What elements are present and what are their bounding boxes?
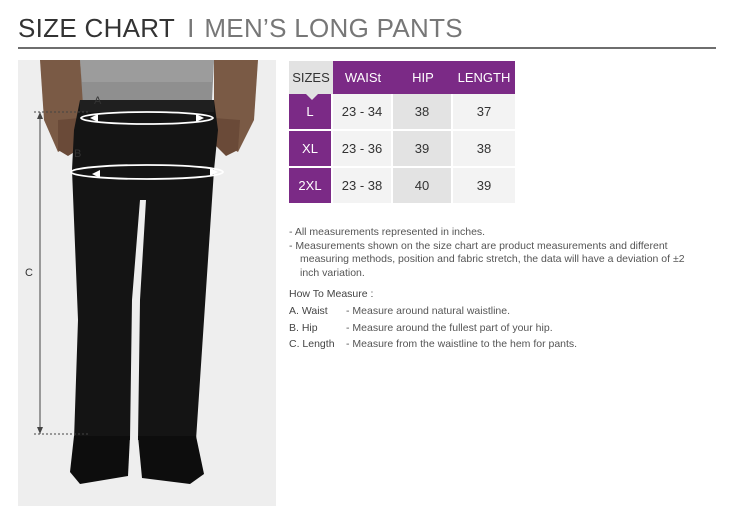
left-shoe-shape (70, 436, 130, 484)
pants-photo (18, 60, 276, 506)
waist-cell: 23 - 34 (333, 94, 393, 131)
page-title: SIZE CHART (18, 13, 176, 43)
waist-cell: 23 - 38 (333, 168, 393, 205)
header-length: LENGTH (453, 61, 515, 94)
note-item: - Measurements shown on the size chart are product measurements and different measuring methods, position and fabric stretch, the data will have a deviation of ±2 inch variation. (289, 239, 685, 279)
note-item: - All measurements represented in inches. (289, 226, 486, 238)
hip-cell: 38 (393, 94, 453, 131)
how-to-desc: - Measure around natural waistline. (346, 305, 511, 317)
size-cell: L (289, 94, 333, 131)
title-separator: I (187, 13, 195, 43)
size-table (289, 61, 515, 205)
table-row (289, 168, 515, 205)
right-shoe-shape (138, 436, 204, 484)
how-to-key: C. Length (289, 338, 335, 350)
hip-cell: 40 (393, 168, 453, 205)
how-to-desc: - Measure from the waistline to the hem for pants. (346, 338, 578, 350)
label-c: C (25, 267, 33, 279)
page-header (18, 10, 716, 49)
how-to-desc: - Measure around the fullest part of your hip. (346, 321, 553, 334)
header-hip: HIP (393, 61, 453, 94)
page-subtitle: MEN’S LONG PANTS (204, 13, 463, 43)
header-waist: WAISt (333, 61, 393, 94)
length-cell: 37 (453, 94, 515, 131)
size-cell: XL (289, 131, 333, 168)
how-to-item (289, 305, 577, 322)
how-to-key: A. Waist (289, 305, 328, 317)
waist-cell: 23 - 36 (333, 131, 393, 168)
how-to-measure (289, 288, 577, 355)
table-header-row (289, 61, 515, 94)
length-cell: 38 (453, 131, 515, 168)
length-cell: 39 (453, 168, 515, 205)
how-to-item (289, 338, 577, 355)
table-row (289, 131, 515, 168)
measurement-notes (289, 226, 689, 280)
how-to-key: B. Hip (289, 321, 318, 334)
pants-illustration (18, 60, 276, 506)
label-b: B (74, 148, 82, 160)
hip-cell: 39 (393, 131, 453, 168)
size-cell: 2XL (289, 168, 333, 205)
how-to-item (289, 322, 577, 339)
pants-shape (72, 100, 218, 440)
header-notch (306, 94, 318, 100)
label-a: A (94, 95, 102, 107)
table-row (289, 94, 515, 131)
header-sizes: SIZES (289, 61, 333, 94)
how-to-title: How To Measure : (289, 288, 374, 300)
